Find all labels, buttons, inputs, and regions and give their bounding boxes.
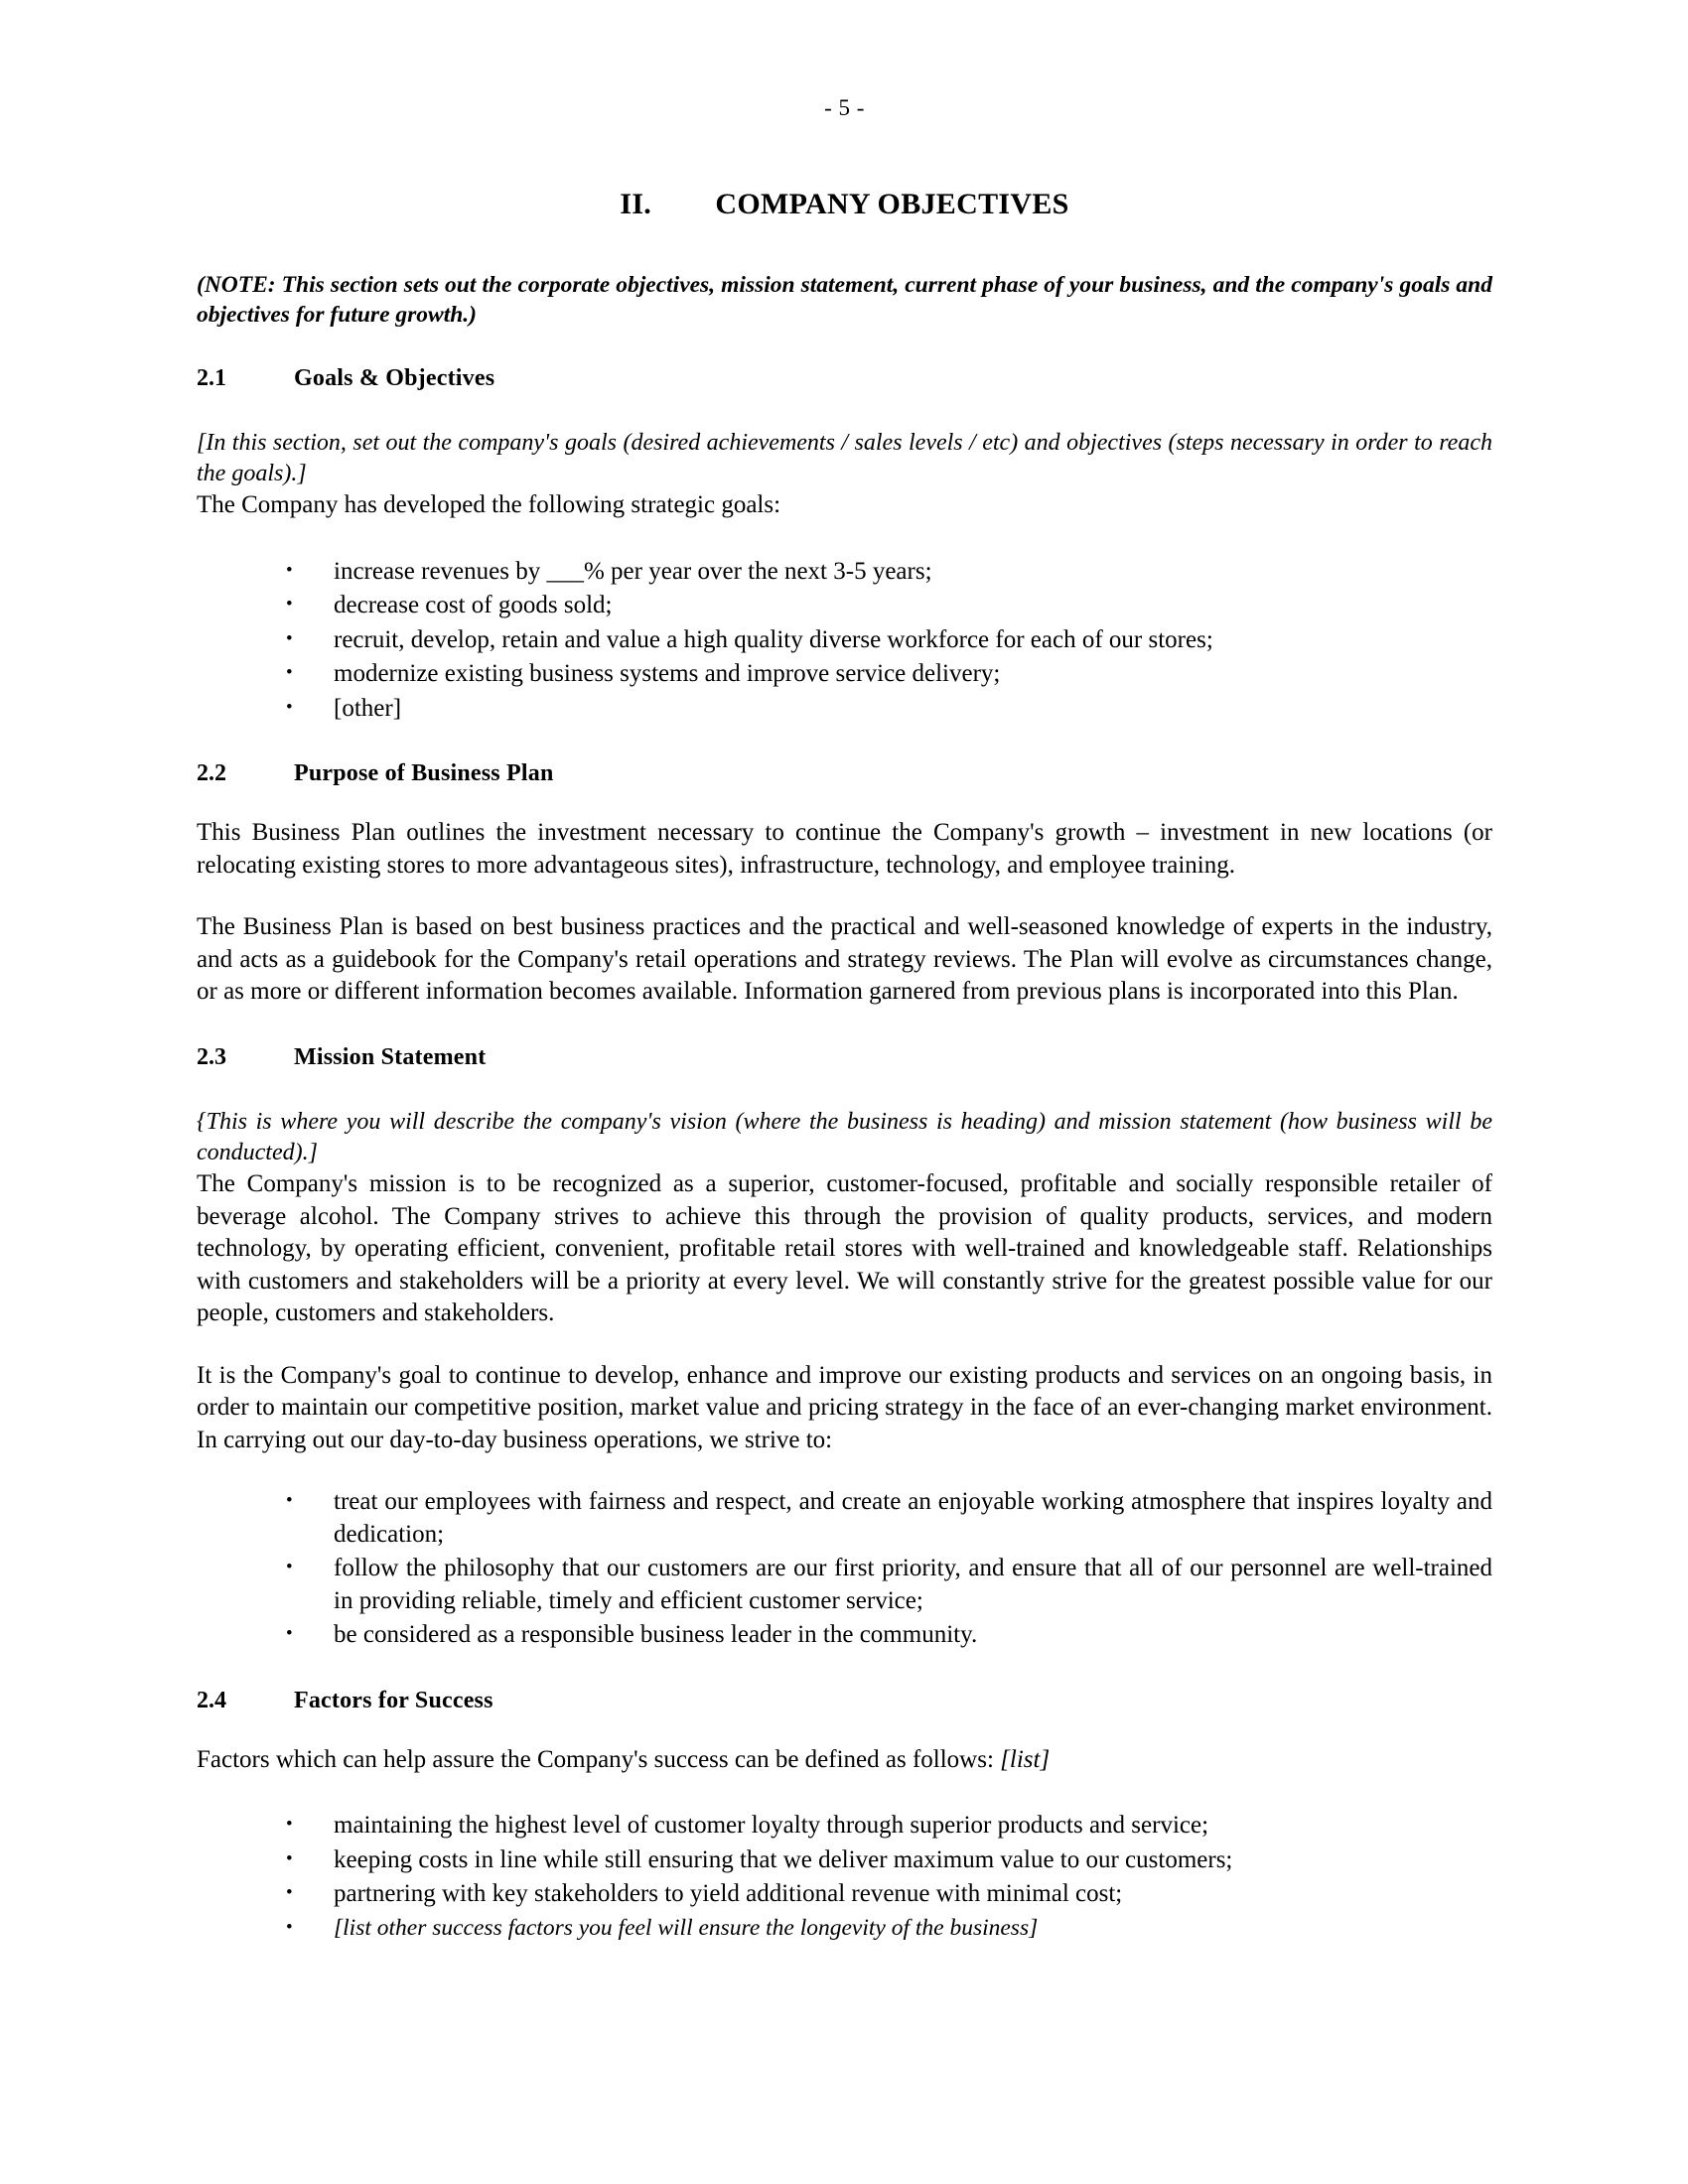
bullet-icon: • xyxy=(286,1916,293,1938)
subsection-label: Goals & Objectives xyxy=(294,365,495,392)
bullet-icon: • xyxy=(286,1490,293,1512)
bullet-icon: • xyxy=(286,1623,293,1645)
list-item-text: [list other success factors you feel will ensure the longevity of the business] xyxy=(334,1914,1039,1941)
list-item xyxy=(197,1844,1492,1877)
lead-in-2-1: The Company has developed the following strategic goals: xyxy=(197,491,781,519)
section-numeral: II. xyxy=(620,188,652,221)
bullet-icon: • xyxy=(286,662,293,684)
list-item xyxy=(197,624,1492,657)
subsection-label: Mission Statement xyxy=(294,1043,487,1070)
list-item-text: follow the philosophy that our customers are our first priority, and ensure that all of our personnel are well-trained in providing reliable, timely and efficient customer service; xyxy=(334,1555,1492,1614)
lead-in-2-4 xyxy=(197,1744,1492,1777)
bullet-icon: • xyxy=(286,1557,293,1578)
list-item-text: [other] xyxy=(334,694,402,722)
lead-in-italic-text: [list] xyxy=(993,1745,1051,1773)
page-content xyxy=(197,95,1492,1946)
bullet-icon: • xyxy=(286,1814,293,1836)
bullet-list-2-1 xyxy=(197,556,1492,726)
list-item xyxy=(197,1878,1492,1911)
lead-in-plain-text: Factors which can help assure the Company's success can be defined as follows: xyxy=(197,1745,994,1773)
instruction-2-3: {This is where you will describe the company's vision (where the business is heading) and mission statement (how business will be conducted).] xyxy=(197,1108,1492,1166)
list-item-text: modernize existing business systems and improve service delivery; xyxy=(334,660,1001,688)
list-item-text: partnering with key stakeholders to yield additional revenue with minimal cost; xyxy=(334,1880,1123,1908)
bullet-icon: • xyxy=(286,627,293,649)
paragraph-2-3-2: It is the Company's goal to continue to develop, enhance and improve our existing products and services on an ongoing basis, in order to maintain our competitive position, market value and pricing strategy in the face of an ever-changing market environment. In carrying out our day-to-day business operations, we strive to: xyxy=(197,1361,1492,1453)
subsection-number: 2.3 xyxy=(197,1043,226,1070)
list-item-text: keeping costs in line while still ensuring that we deliver maximum value to our customers; xyxy=(334,1845,1233,1873)
subsection-heading-2-3 xyxy=(197,1044,1492,1071)
bullet-icon: • xyxy=(286,559,293,581)
paragraph-2-3-1: The Company's mission is to be recognized as a superior, customer-focused, profitable and socially responsible retailer of beverage alcohol. The Company strives to achieve this through the provision of quality products, services, and modern technology, by operating efficient, convenient, profitable retail stores with well-trained and knowledgeable staff. Relationships with customers and stakeholders will be a priority at every level. We will constantly strive for the greatest possible value for our people, customers and stakeholders. xyxy=(197,1170,1492,1327)
subsection-heading-2-4 xyxy=(197,1688,1492,1714)
list-item-text: treat our employees with fairness and respect, and create an enjoyable working atmosphere that inspires loyalty and dedication; xyxy=(334,1488,1492,1548)
page-title xyxy=(197,188,1492,221)
section-title-text: COMPANY OBJECTIVES xyxy=(715,188,1069,221)
editorial-note: (NOTE: This section sets out the corporate objectives, mission statement, current phase of your business, and the company's goals and objectives for future growth.) xyxy=(197,272,1492,328)
subsection-heading-2-2 xyxy=(197,760,1492,787)
subsection-label: Purpose of Business Plan xyxy=(294,760,554,787)
subsection-number: 2.2 xyxy=(197,760,226,787)
page-number: - 5 - xyxy=(824,95,865,120)
list-item xyxy=(197,693,1492,726)
subsection-number: 2.1 xyxy=(197,365,226,392)
list-item-text: maintaining the highest level of customer loyalty through superior products and service; xyxy=(334,1812,1209,1840)
paragraph-2-2-2: The Business Plan is based on best business practices and the practical and well-seasoned knowledge of experts in the industry, and acts as a guidebook for the Company's retail operations and strategy reviews. The Plan will evolve as circumstances change, or as more or different information becomes available. Information garnered from previous plans is incorporated into this Plan. xyxy=(197,913,1492,1006)
bullet-icon: • xyxy=(286,696,293,718)
list-item xyxy=(197,658,1492,691)
subsection-number: 2.4 xyxy=(197,1687,226,1713)
list-item-text: be considered as a responsible business leader in the community. xyxy=(334,1621,978,1649)
list-item-text: recruit, develop, retain and value a high quality diverse workforce for each of our stores; xyxy=(334,625,1213,653)
list-item-text: decrease cost of goods sold; xyxy=(334,592,613,619)
list-item xyxy=(197,556,1492,589)
bullet-list-2-4 xyxy=(197,1810,1492,1943)
list-item-text: increase revenues by ___% per year over the next 3-5 years; xyxy=(334,557,932,585)
bullet-icon: • xyxy=(286,594,293,615)
subsection-heading-2-1 xyxy=(197,365,1492,392)
list-item xyxy=(197,590,1492,622)
list-item xyxy=(197,1486,1492,1551)
list-item xyxy=(197,1913,1492,1944)
list-item xyxy=(197,1810,1492,1843)
list-item xyxy=(197,1553,1492,1617)
bullet-icon: • xyxy=(286,1882,293,1904)
bullet-icon: • xyxy=(286,1847,293,1869)
list-item xyxy=(197,1619,1492,1652)
paragraph-2-2-1: This Business Plan outlines the investment necessary to continue the Company's growth – investment in new locations (or relocating existing stores to more advantageous sites), infrastructure, technology, and employee training. xyxy=(197,819,1492,879)
instruction-2-1: [In this section, set out the company's goals (desired achievements / sales levels / etc) and objectives (steps necessary in order to reach the goals).] xyxy=(197,430,1492,487)
bullet-list-2-3 xyxy=(197,1486,1492,1652)
subsection-label: Factors for Success xyxy=(294,1687,493,1713)
